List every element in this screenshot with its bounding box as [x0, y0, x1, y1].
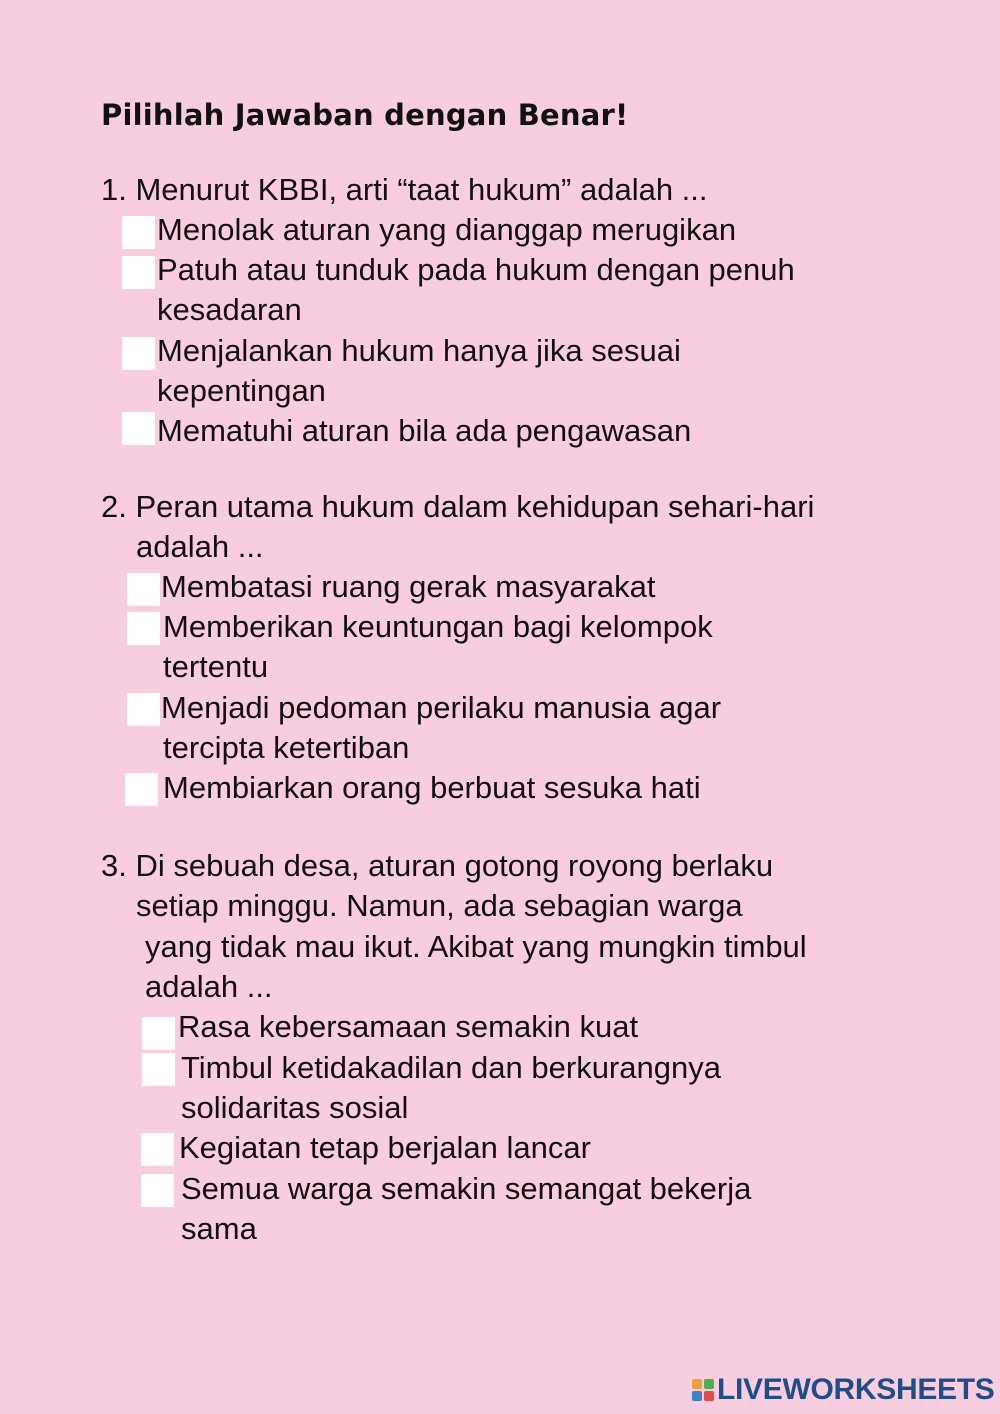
checkbox-q3-a[interactable]: [142, 1017, 175, 1050]
checkbox-q3-b[interactable]: [142, 1053, 175, 1086]
option-q2-a: Membatasi ruang gerak masyarakat: [161, 569, 656, 604]
question-2-stem-cont: adalah ...: [136, 529, 264, 564]
checkbox-q2-d[interactable]: [125, 773, 158, 806]
question-3-stem: 3. Di sebuah desa, aturan gotong royong berlaku: [101, 848, 774, 883]
option-q1-b: Patuh atau tunduk pada hukum dengan penuh: [157, 252, 795, 287]
logo-square-4: [704, 1391, 714, 1401]
option-q3-c: Kegiatan tetap berjalan lancar: [179, 1130, 591, 1165]
checkbox-q3-d[interactable]: [141, 1174, 174, 1207]
option-q2-c-cont: tercipta ketertiban: [163, 730, 410, 765]
option-q3-a: Rasa kebersamaan semakin kuat: [178, 1009, 639, 1044]
question-1-stem: 1. Menurut KBBI, arti “taat hukum” adalah ...: [101, 172, 708, 207]
question-3-stem-cont-1: setiap minggu. Namun, ada sebagian warga: [136, 888, 743, 923]
logo-square-1: [692, 1379, 702, 1389]
checkbox-q1-a[interactable]: [122, 216, 155, 249]
checkbox-q1-c[interactable]: [122, 337, 155, 370]
option-q1-c: Menjalankan hukum hanya jika sesuai: [157, 333, 681, 368]
option-q3-d-cont: sama: [181, 1211, 257, 1246]
option-q2-b: Memberikan keuntungan bagi kelompok: [163, 609, 713, 644]
question-3-stem-cont-3: adalah ...: [145, 969, 273, 1004]
liveworksheets-logo-text: LIVEWORKSHEETS: [717, 1373, 995, 1406]
logo-square-3: [692, 1391, 702, 1401]
checkbox-q1-b[interactable]: [122, 256, 155, 289]
liveworksheets-logo: [692, 1375, 995, 1405]
option-q1-b-cont: kesadaran: [157, 292, 302, 327]
option-q3-b: Timbul ketidakadilan dan berkurangnya: [181, 1050, 721, 1085]
option-q1-d: Mematuhi aturan bila ada pengawasan: [157, 413, 692, 448]
question-3-stem-cont-2: yang tidak mau ikut. Akibat yang mungkin timbul: [145, 929, 807, 964]
option-q3-d: Semua warga semakin semangat bekerja: [181, 1171, 752, 1206]
checkbox-q3-c[interactable]: [141, 1133, 174, 1166]
checkbox-q2-a[interactable]: [127, 573, 160, 606]
option-q2-d: Membiarkan orang berbuat sesuka hati: [163, 770, 701, 805]
option-q2-b-cont: tertentu: [163, 649, 269, 684]
option-q1-c-cont: kepentingan: [157, 373, 326, 408]
option-q1-a: Menolak aturan yang dianggap merugikan: [157, 212, 737, 247]
liveworksheets-logo-mark: [692, 1379, 714, 1401]
worksheet-title: Pilihlah Jawaban dengan Benar!: [101, 98, 629, 132]
checkbox-q2-b[interactable]: [127, 612, 160, 645]
question-2-stem: 2. Peran utama hukum dalam kehidupan sehari-hari: [101, 489, 815, 524]
checkbox-q2-c[interactable]: [127, 693, 160, 726]
option-q2-c: Menjadi pedoman perilaku manusia agar: [161, 690, 722, 725]
option-q3-b-cont: solidaritas sosial: [181, 1090, 409, 1125]
checkbox-q1-d[interactable]: [122, 412, 155, 445]
logo-square-2: [704, 1379, 714, 1389]
